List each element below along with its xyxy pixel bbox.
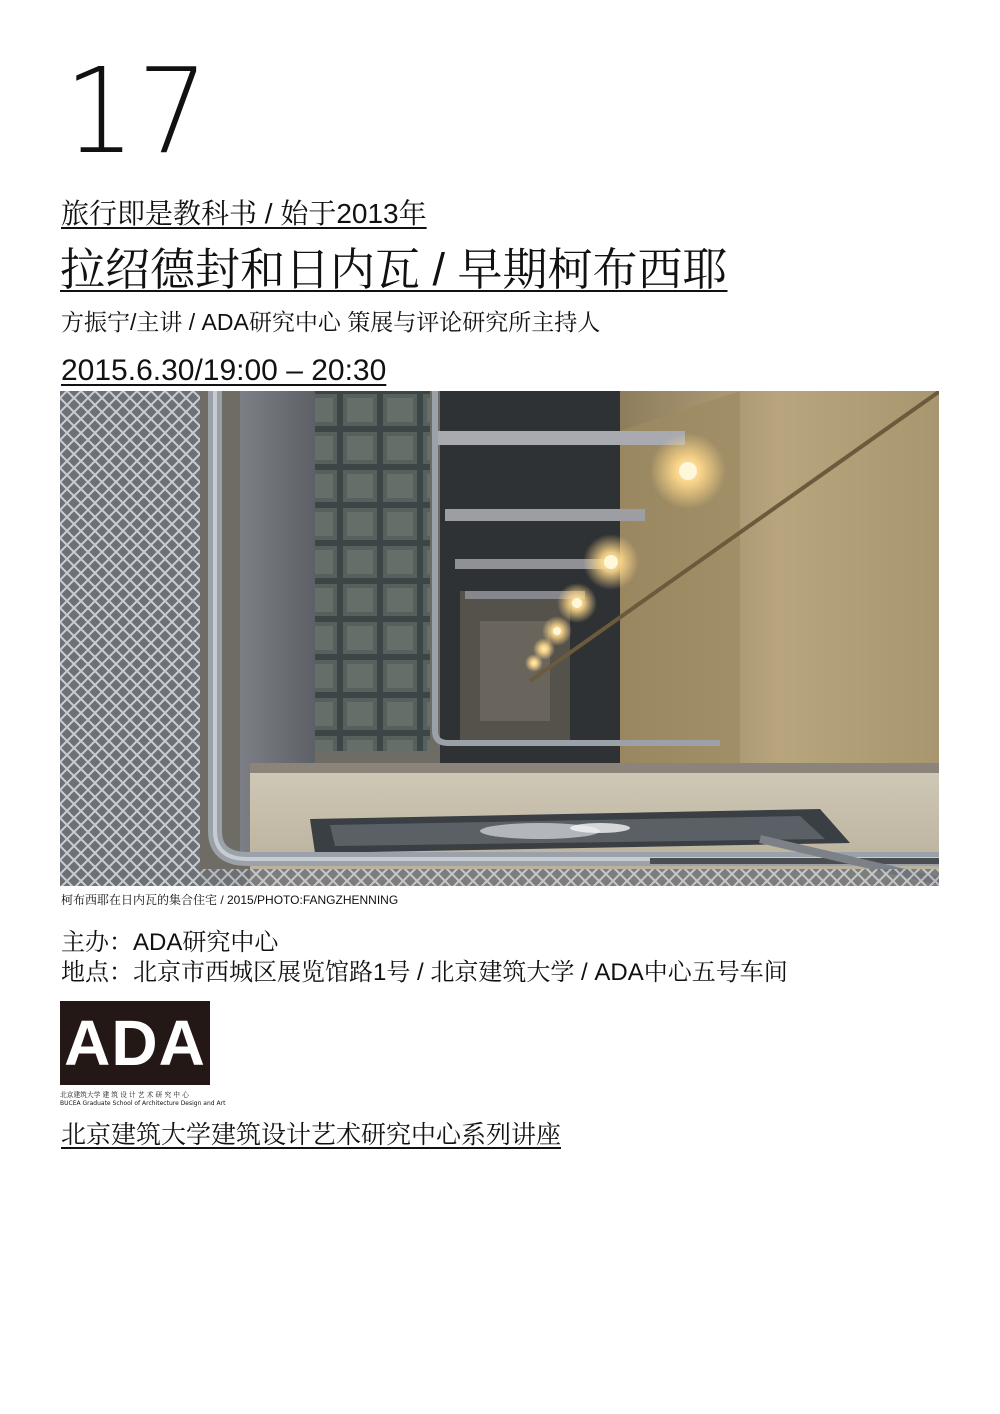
lecture-number: 17 [64,42,211,180]
organizer-line: 主办：ADA研究中心 [61,929,279,956]
venue-line: 地点：北京市西城区展览馆路1号 / 北京建筑大学 / ADA中心五号车间 [61,959,788,986]
photo-caption: 柯布西耶在日内瓦的集合住宅 / 2015/PHOTO:FANGZHENNING [61,893,399,907]
ada-logo-mark: ADA [60,1001,210,1085]
ada-logo [60,1001,226,1107]
lecture-title: 拉绍德封和日内瓦 / 早期柯布西耶 [60,244,728,295]
series-title: 旅行即是教科书 / 始于2013年 [61,198,427,229]
ada-logo-subtitle-en: BUCEA Graduate School of Architecture Design and Art [60,1100,226,1107]
series-footer: 北京建筑大学建筑设计艺术研究中心系列讲座 [61,1121,562,1149]
ada-logo-subtitle-cn: 北京建筑大学 建 筑 设 计 艺 术 研 究 中 心 [60,1091,189,1099]
stairwell-photo [60,391,939,886]
lecture-datetime: 2015.6.30/19:00 – 20:30 [61,354,387,387]
stairwell-photo-image [60,391,939,886]
speaker-line: 方振宁/主讲 / ADA研究中心 策展与评论研究所主持人 [61,309,601,335]
